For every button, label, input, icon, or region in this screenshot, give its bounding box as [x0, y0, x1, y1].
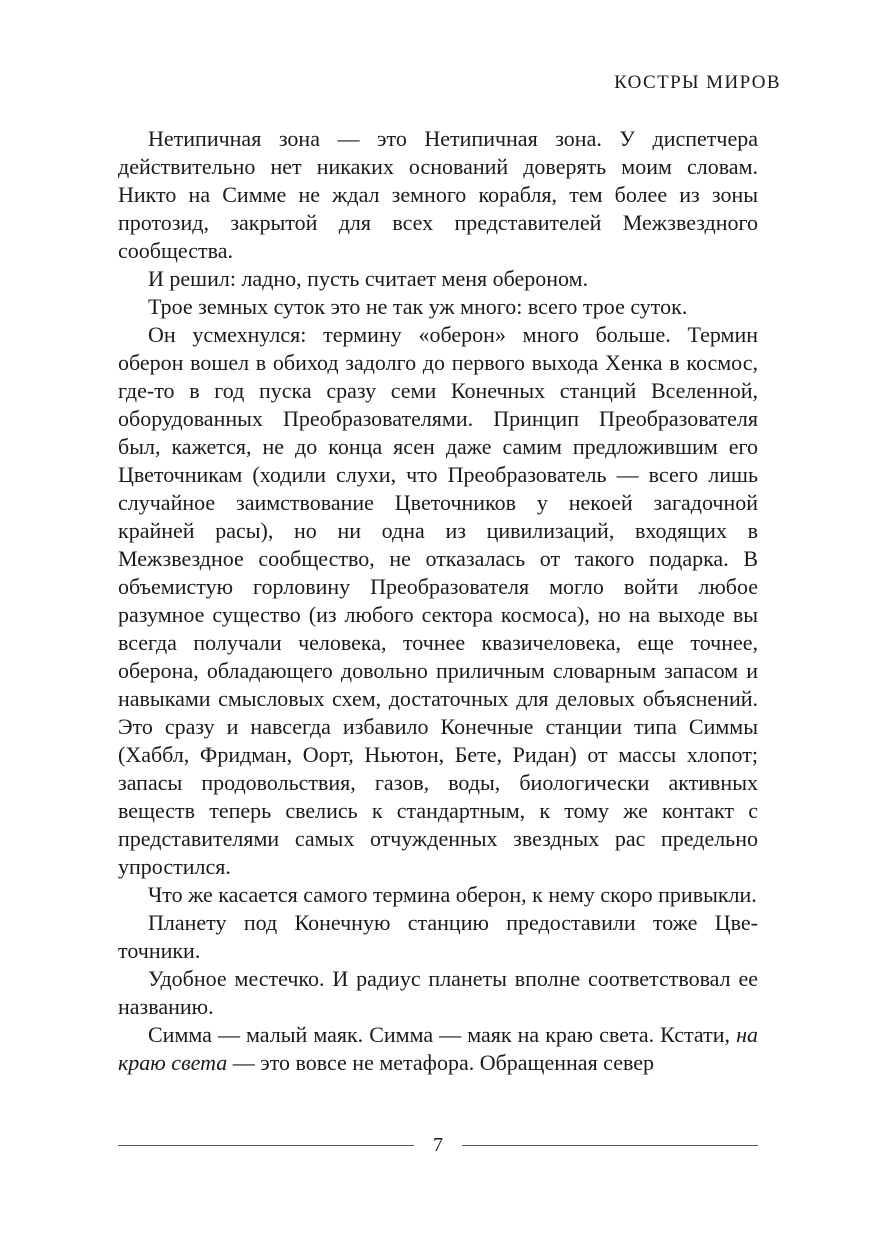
- running-head: КОСТРЫ МИРОВ: [614, 72, 781, 93]
- paragraph: Он усмехнулся: термину «оберон» много больше. Термин оберон вошел в обиход задолго до первого выхода Хенка в космос, где-то в год пуска сразу семи Конечных станций Вселенной, оборудованных Преобразователями. Принцип Преобразователя был, кажется, не до конца ясен даже самим предложившим его Цветочникам (ходили слухи, что Преобразователь — всего лишь случайное заимствование Цветочников у некоей загадочной крайней расы), но ни одна из цивилизаций, входящих в Межзвездное сообщество, не отказалась от такого подарка. В объемистую горловину Преобразователя могло войти любое разумное существо (из любого сектора космоса), но на выходе вы всегда получали человека, точнее квазичеловека, еще точнее, оберона, обладающего довольно приличным словарным запасом и навыками смысловых схем, достаточных для деловых объяснений. Это сразу и навсегда избавило Конечные станции типа Симмы (Хаббл, Фридман, Оорт, Ньютон, Бете, Ридан) от массы хлопот; запасы продовольствия, газов, воды, биологически активных веществ теперь свелись к стандартным, к тому же контакт с представителями самых отчужденных звездных рас предельно упростился.: [118, 322, 758, 879]
- paragraph-text: — это вовсе не метафора. Обращенная север: [227, 1050, 655, 1075]
- paragraph: И решил: ладно, пусть считает меня обероном.: [148, 266, 589, 291]
- italic-phrase: на краю света: [118, 1022, 758, 1075]
- body-text: [118, 125, 758, 1077]
- paragraph: Удобное местечко. И радиус планеты вполне соответствовал ее названию.: [118, 966, 758, 1019]
- page-number: 7: [433, 1134, 443, 1156]
- paragraph: Трое земных суток это не так уж много: всего трое суток.: [148, 294, 688, 319]
- footer-rule-right: [462, 1145, 758, 1146]
- paragraph: Что же касается самого термина оберон, к нему скоро привыкли.: [148, 882, 757, 907]
- paragraph: Планету под Конечную станцию предоставили тоже Цветочники.: [118, 910, 758, 963]
- page-footer: [118, 1133, 758, 1159]
- paragraph-last: [118, 1021, 758, 1077]
- paragraph: Нетипичная зона — это Нетипичная зона. У диспетчера действительно нет никаких оснований доверять моим словам. Никто на Симме не ждал земного корабля, тем более из зоны протозид, закрытой для всех представителей Межзвездного сообщества.: [118, 126, 758, 263]
- paragraph-text: Симма — малый маяк. Симма — маяк на краю света. Кстати,: [148, 1022, 737, 1047]
